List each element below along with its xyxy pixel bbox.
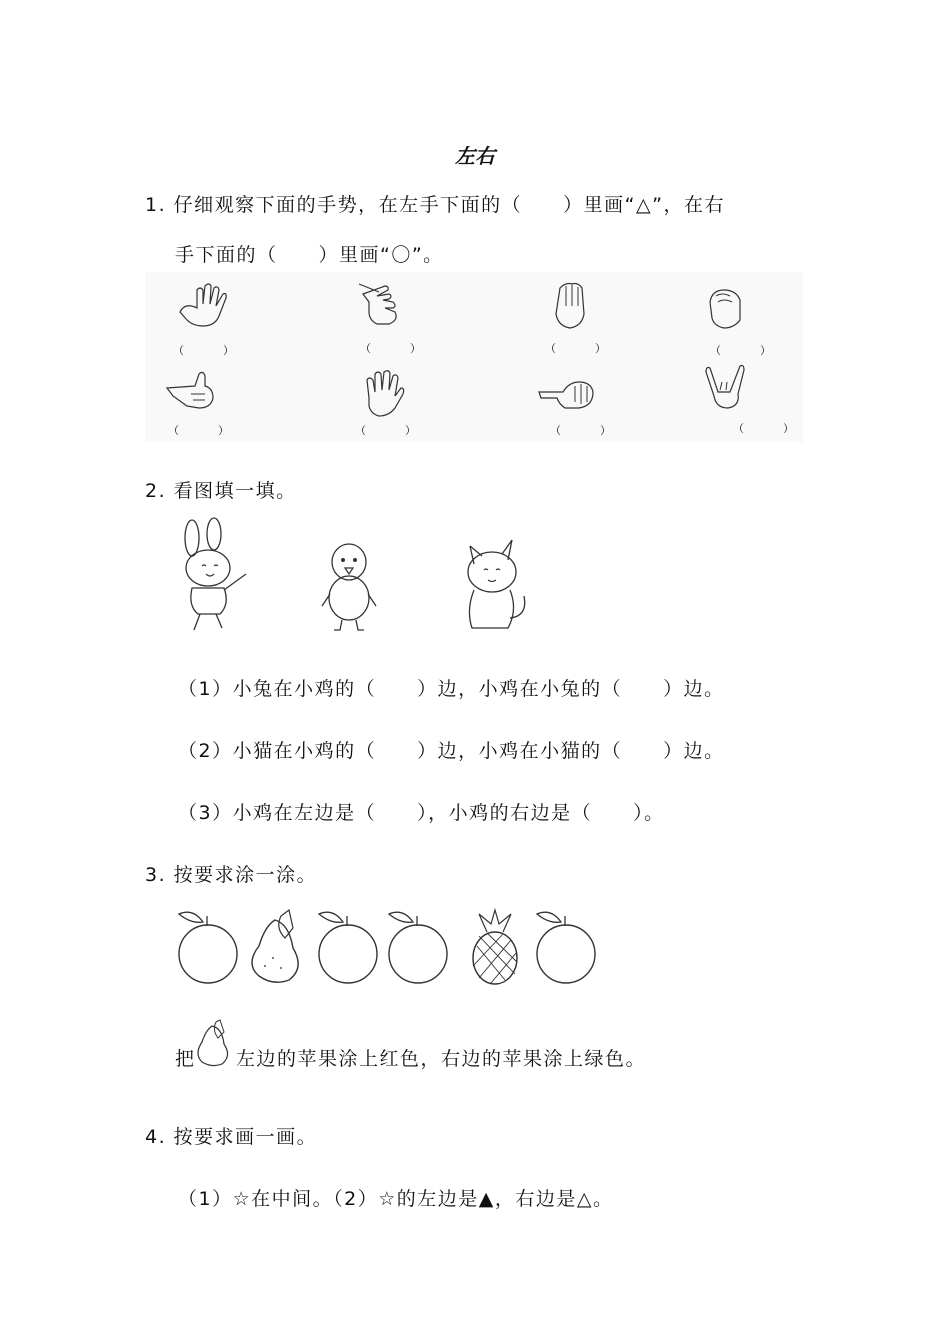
apple-icon[interactable] [385,908,451,984]
answer-paren[interactable]: （ ） [360,342,435,355]
answer-paren[interactable]: （ ） [550,424,625,437]
answer-paren[interactable]: （ ） [545,342,620,355]
q1-line1: 1. 仔细观察下面的手势，在左手下面的（ ）里画“△”，在右 [145,194,725,216]
q2-heading: 2. 看图填一填。 [145,480,297,502]
q2-item3: （3）小鸡在左边是（ ），小鸡的右边是（ ）。 [178,802,665,824]
apple-icon[interactable] [533,908,599,984]
answer-paren[interactable]: （ ） [733,422,808,435]
apple-icon[interactable] [175,908,241,984]
answer-paren[interactable]: （ ） [168,424,243,437]
q4-heading: 4. 按要求画一画。 [145,1126,318,1148]
fruit-row [175,908,615,988]
pointing-hand-icon [355,280,425,330]
pear-icon[interactable] [245,908,311,984]
page-title: 左右 [455,144,495,168]
rock-hand-icon [700,364,770,414]
pear-icon [194,1018,234,1068]
chick-icon [318,540,380,632]
open-hand-icon [175,282,245,332]
q4-item: （1）☆在中间。（2）☆的左边是▲，右边是△。 [178,1188,614,1210]
q3-instr-suffix: 左边的苹果涂上红色，右边的苹果涂上绿色。 [236,1048,647,1070]
q2-item1: （1）小兔在小鸡的（ ）边，小鸡在小兔的（ ）边。 [178,678,725,700]
q3-heading: 3. 按要求涂一涂。 [145,864,318,886]
fist-hand-icon [700,282,770,332]
thumb-left-hand-icon [535,372,605,422]
answer-paren[interactable]: （ ） [173,344,248,357]
q2-item2: （2）小猫在小鸡的（ ）边，小鸡在小猫的（ ）边。 [178,740,725,762]
hand-gesture-panel [145,272,808,442]
pineapple-icon[interactable] [465,908,525,984]
apple-icon[interactable] [315,908,381,984]
flat-hand-icon [540,280,610,330]
answer-paren[interactable]: （ ） [710,344,785,357]
cat-icon [458,536,534,634]
q1-line2: 手下面的（ ）里画“〇”。 [175,244,444,266]
answer-paren[interactable]: （ ） [355,424,430,437]
rabbit-icon [168,518,258,636]
q3-instr-prefix: 把 [175,1048,196,1070]
pointing-left-hand-icon [165,370,235,420]
open-palm-icon [355,368,425,418]
